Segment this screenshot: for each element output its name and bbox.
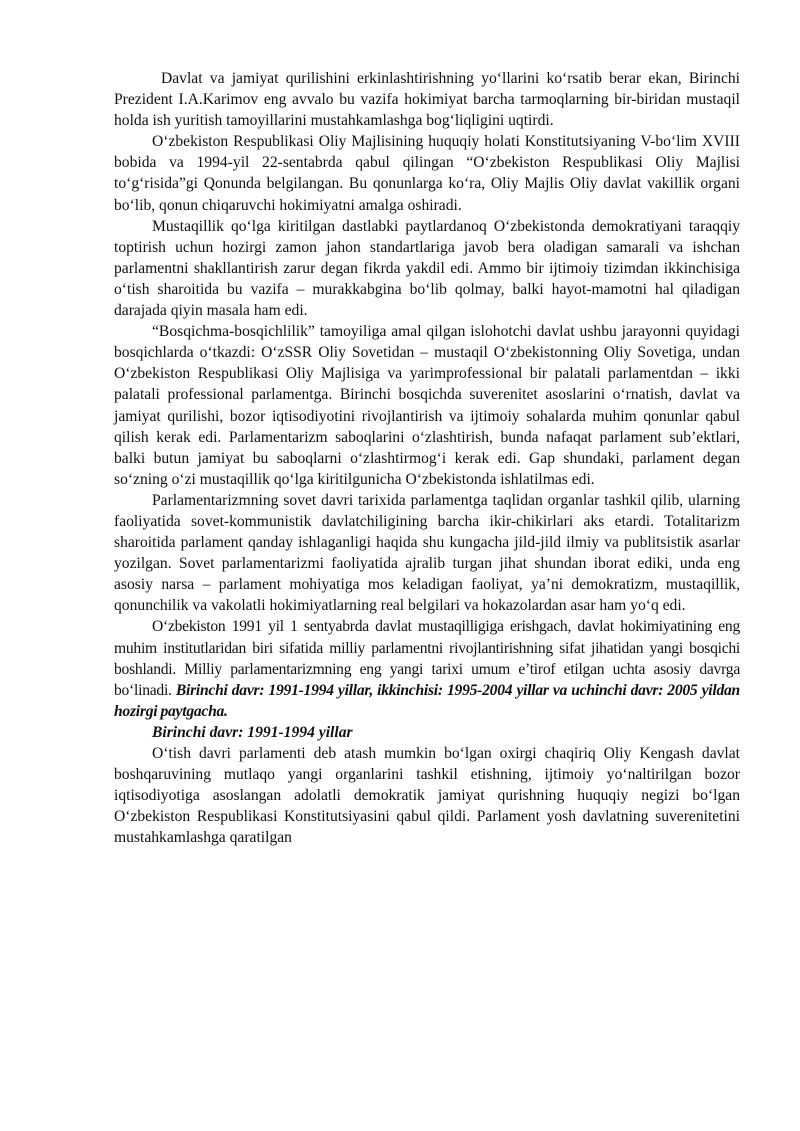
paragraph-7: O‘tish davri parlamenti deb atash mumkin bo‘lgan oxirgi chaqiriq Oliy Kengash davlat boshqaruvining mutlaqo yangi organlarini tashkil etishning, ijtimoiy yo‘naltirilgan bozor iqtisodiyotiga asoslangan adolatli demokratik jamiyat qurishning huquqiy negizi bo‘lgan O‘zbekiston Respublikasi Konstitutsiyasini qabul qildi. Parlament yosh davlatning suverenitetini mustahkamlashga qaratilgan (114, 745, 740, 847)
paragraph-4: “Bosqichma-bosqichlilik” tamoyiliga amal qilgan islohotchi davlat ushbu jarayonni quyidagi bosqichlarda o‘tkazdi: O‘zSSR Oliy Sovetidan – mustaqil O‘zbekistonning Oliy Sovetiga, undan O‘zbekiston Respublikasi Oliy Majlisiga va yarimprofessional bir palatali parlamentdan – ikki palatali professional parlamentga. Birinchi bosqichda suverenitet asoslarini o‘rnatish, davlat va jamiyat qurilishi, bozor iqtisodiyotini rivojlantirish va ijtimoiy sohalarda muhim qonunlar qabul qilish kerak edi. Parlamentarizm saboqlarini o‘zlashtirish, bunda nafaqat parlament sub’ektlari, balki butun jamiyat bu saboqlarni o‘zlashtirmog‘i kerak edi. Gap shundaki, parlament degan so‘zning o‘zi mustaqillik qo‘lga kiritilgunicha O‘zbekistonda ishlatilmas edi. (114, 323, 740, 488)
section-heading: Birinchi davr: 1991-1994 yillar (152, 723, 353, 741)
paragraph-2: O‘zbekiston Respublikasi Oliy Majlisining huquqiy holati Konstitutsiyaning V-bo‘lim XVIII bobida va 1994-yil 22-sentabrda qabul qilingan “O‘zbekiston Respublikasi Oliy Majlisi to‘g‘risida”gi Qonunda belgilangan. Bu qonunlarga ko‘ra, Oliy Majlis Oliy davlat vakillik organi bo‘lib, qonun chiqaruvchi hokimiyatni amalga oshiradi. (114, 133, 740, 214)
paragraph-3: Mustaqillik qo‘lga kiritilgan dastlabki paytlardanoq O‘zbekistonda demokratiyani taraqqiy toptirish uchun hozirgi zamon jahon standartlariga javob bera oladigan samarali va ishchan parlamentni shakllantirish zarur degan fikrda yakdil edi. Ammo bir ijtimoiy tizimdan ikkinchisiga o‘tish sharoitida bu vazifa – murakkabgina bo‘lib qolmay, balki hayot-mamotni hal qiladigan darajada qiyin masala ham edi. (114, 217, 740, 320)
paragraph-6-emphasis: Birinchi davr: 1991-1994 yillar, ikkinchisi: 1995-2004 yillar va uchinchi davr: 2005 yildan hozirgi paytgacha. (114, 681, 740, 720)
paragraph-5: Parlamentarizmning sovet davri tarixida parlamentga taqlidan organlar tashkil qilib, ularning faoliyatida sovet-kommunistik davlatchiligining barcha ikir-chikirlari aks etardi. Totalitarizm sharoitida parlament qanday ishlaganligi haqida shu kungacha jild-jild ilmiy va publitsistik asarlar yozilgan. Sovet parlamentarizmi faoliyatida ajralib turgan jihat shundan iborat ediki, unda eng asosiy narsa – parlament mohiyatiga mos keladigan faoliyat, ya’ni demokratizm, mustaqillik, qonunchilik va vakolatli hokimiyatlarning real belgilari va hokazolardan asar ham yo‘q edi. (114, 491, 740, 615)
paragraph-6-text: O‘zbekiston 1991 yil 1 sentyabrda davlat mustaqilligiga erishgach, davlat hokimiyatining eng muhim institutlaridan biri sifatida milliy parlamentni rivojlantirishning sifat jihatidan yangi bosqichi boshlandi. Milliy parlamentarizmning eng yangi tarixi umum e’tirof etilgan uchta asosiy davrga bo‘linadi. (114, 618, 740, 699)
paragraph-1: Davlat va jamiyat qurilishini erkinlashtirishning yo‘llarini ko‘rsatib berar ekan, Birinchi Prezident I.A.Karimov eng avvalo bu vazifa hokimiyat barcha tarmoqlarning bir-biridan mustaqil holda ish yuritish tamoyillarini mustahkamlashga bog‘liqligini uqtirdi. (114, 70, 740, 130)
paragraph-6 (114, 616, 740, 721)
document-page (114, 68, 740, 848)
